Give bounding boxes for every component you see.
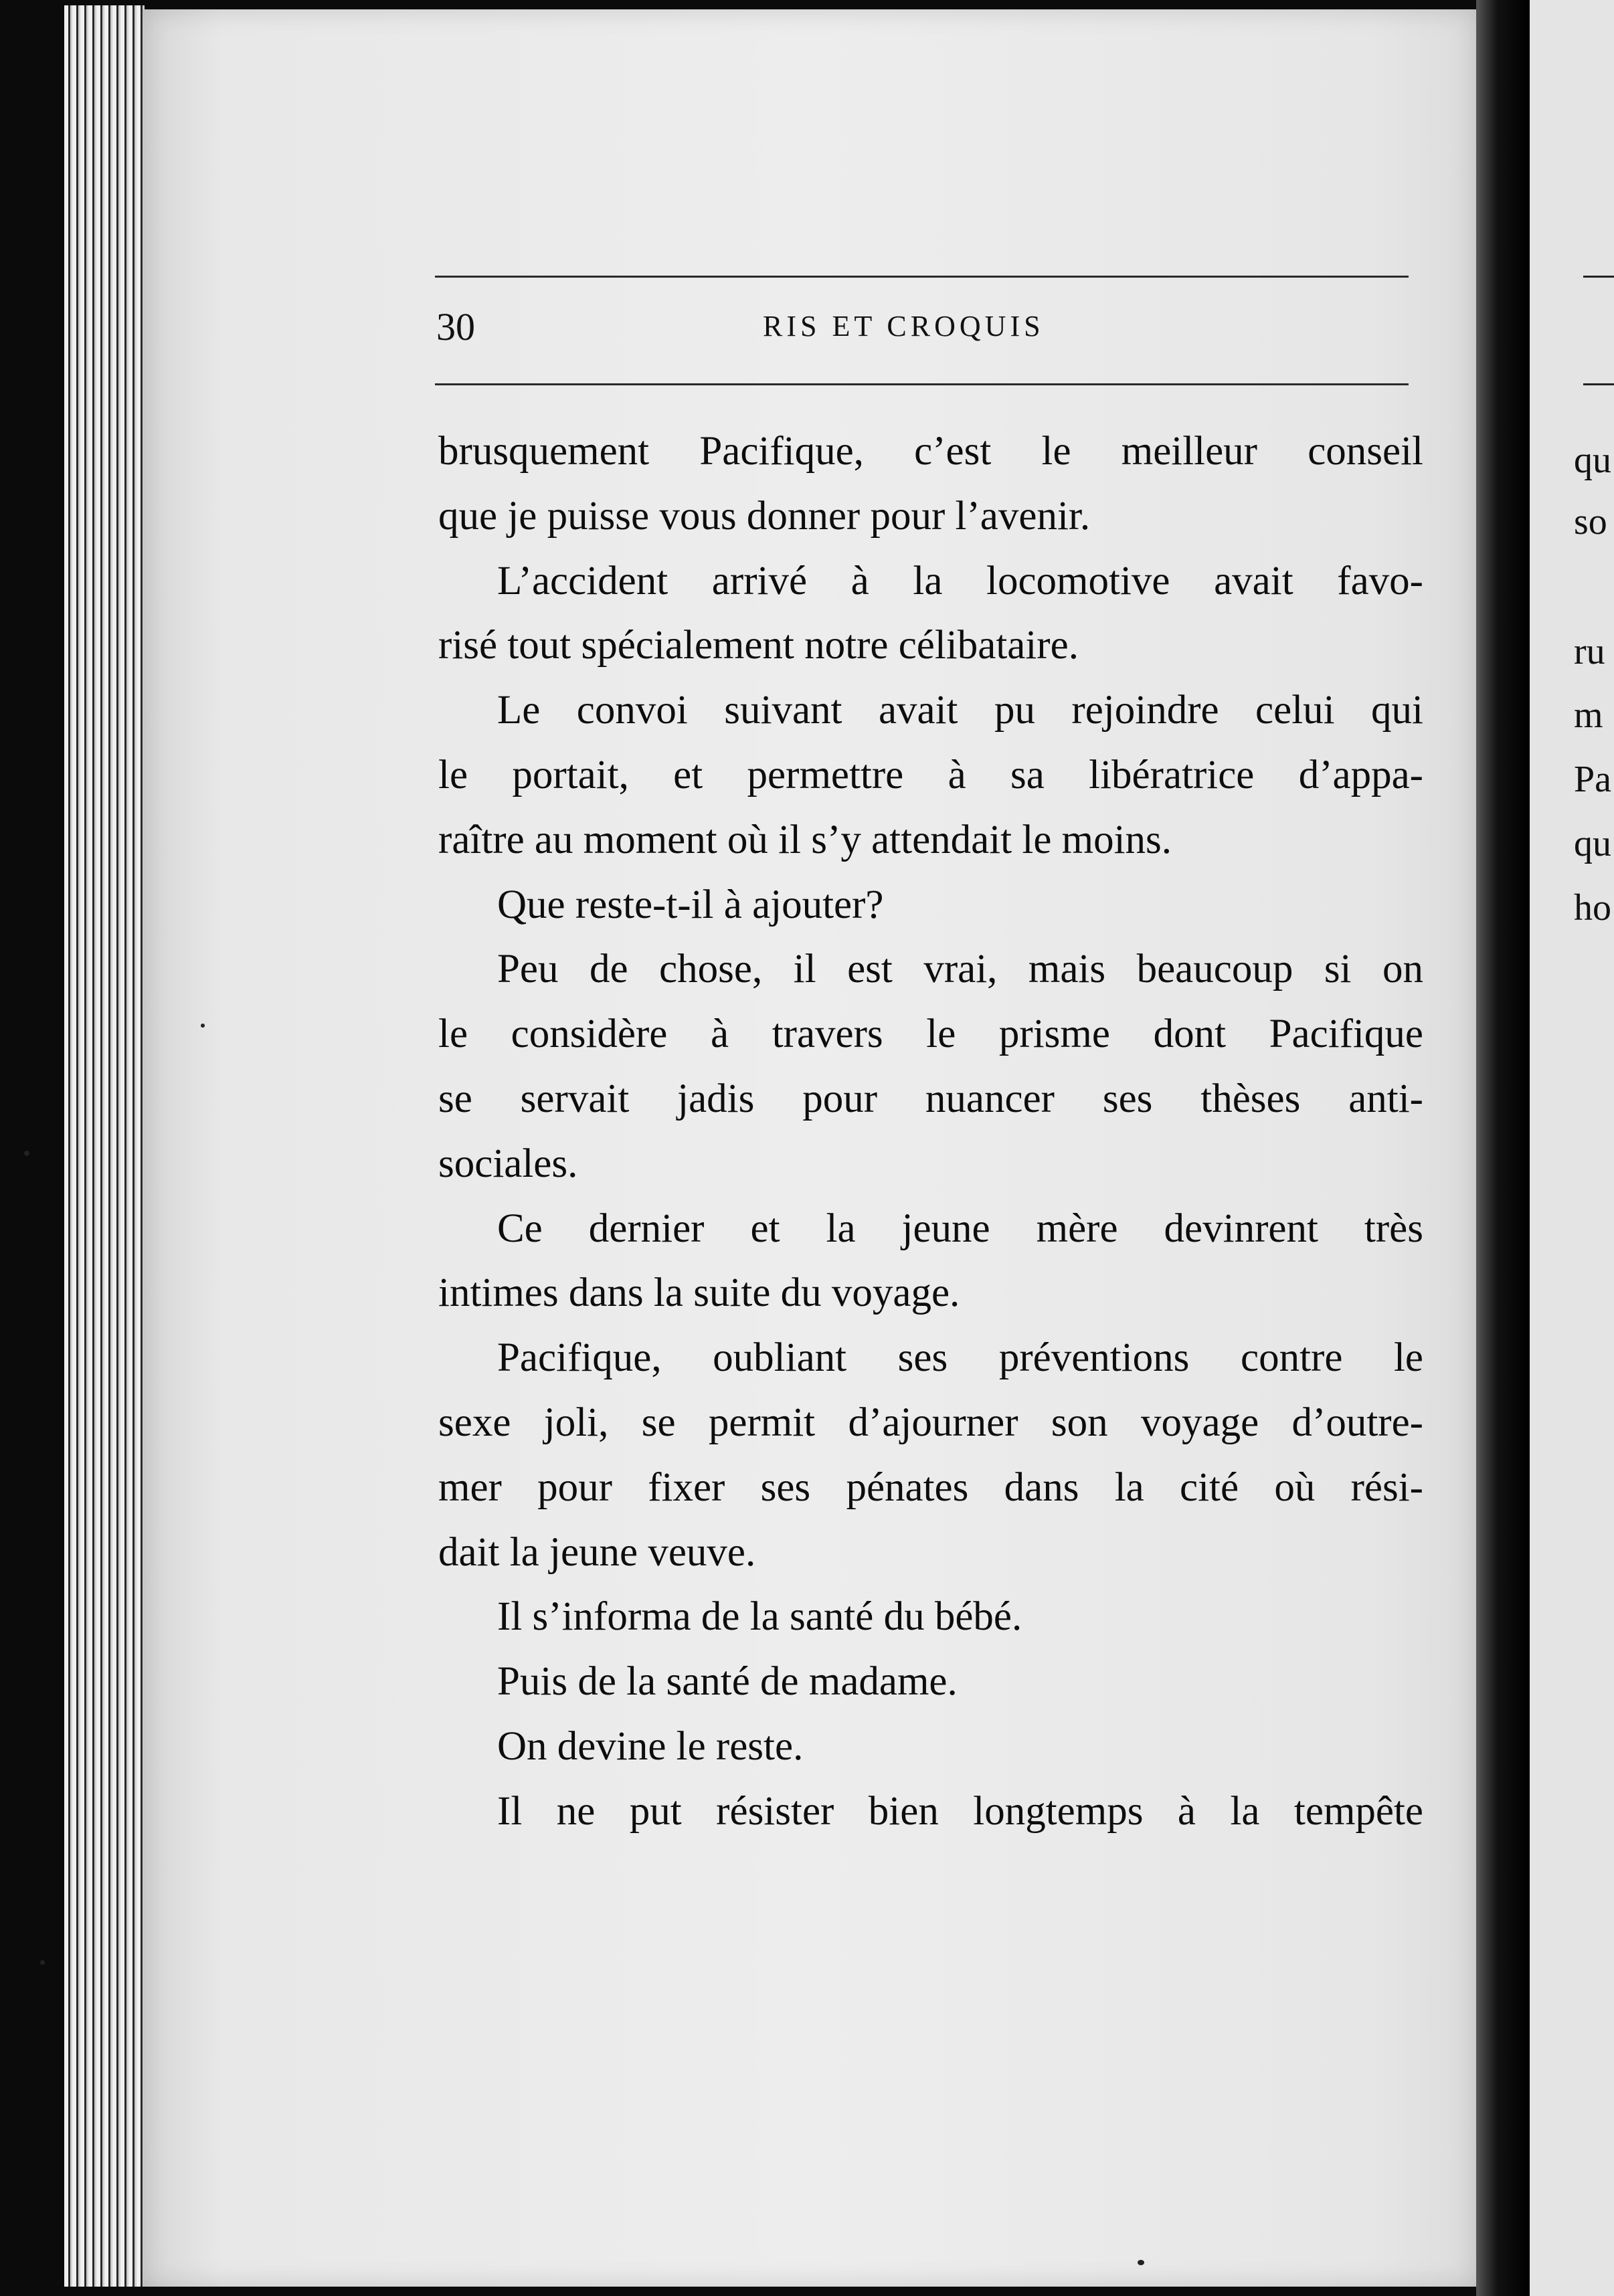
text-line: dait la jeune veuve. — [438, 1529, 756, 1575]
text-line: L’accident arrivé à la locomotive avait favo- — [497, 558, 1423, 603]
text-line: Le convoi suivant avait pu rejoindre celui qui — [497, 688, 1423, 733]
facing-page — [1530, 0, 1614, 2296]
text-line: Peu de chose, il est vrai, mais beaucoup si on — [497, 947, 1423, 992]
text-line: On devine le reste. — [497, 1723, 804, 1769]
facing-text-fragment: qu — [1574, 440, 1611, 481]
text-line: Il s’informa de la santé du bébé. — [497, 1594, 1022, 1640]
text-line: Ce dernier et la jeune mère devinrent très — [497, 1206, 1423, 1251]
facing-text-fragment: ho — [1574, 887, 1611, 929]
text-line: Que reste-t-il à ajouter? — [497, 882, 884, 927]
page-number: 30 — [436, 305, 475, 349]
text-line: le portait, et permettre à sa libératrice d’appa- — [438, 752, 1423, 797]
text-line: sociales. — [438, 1141, 578, 1186]
text-line: que je puisse vous donner pour l’avenir. — [438, 493, 1091, 539]
text-line: brusquement Pacifique, c’est le meilleur conseil — [438, 429, 1423, 474]
body-text — [438, 419, 1423, 1844]
running-title: RIS ET CROQUIS — [763, 310, 1045, 343]
book-gutter — [1476, 0, 1530, 2296]
text-line: le considère à travers le prisme dont Pacifique — [438, 1012, 1423, 1057]
text-line: risé tout spécialement notre célibataire. — [438, 623, 1079, 668]
text-line: Pacifique, oubliant ses préventions contre le — [497, 1335, 1423, 1381]
facing-text-fragment: m — [1574, 694, 1603, 736]
text-line: raître au moment où il s’y attendait le moins. — [438, 817, 1172, 862]
header-rule-top — [435, 276, 1409, 278]
facing-rule-bottom — [1583, 383, 1614, 385]
header-rule-bottom — [435, 383, 1409, 385]
facing-text-fragment: so — [1574, 501, 1607, 543]
text-line: sexe joli, se permit d’ajourner son voyage d’outre- — [438, 1400, 1423, 1445]
facing-rule-top — [1583, 276, 1614, 278]
facing-text-fragment: qu — [1574, 823, 1611, 864]
text-line: mer pour fixer ses pénates dans la cité où rési- — [438, 1464, 1423, 1510]
facing-text-fragment: Pa — [1574, 759, 1611, 800]
page-edges — [64, 5, 145, 2287]
text-line: Puis de la santé de madame. — [497, 1659, 958, 1705]
facing-text-fragment: ru — [1574, 631, 1605, 672]
text-line: intimes dans la suite du voyage. — [438, 1270, 960, 1316]
text-line: se servait jadis pour nuancer ses thèses anti- — [438, 1076, 1423, 1121]
text-line: Il ne put résister bien longtemps à la tempête — [497, 1788, 1423, 1834]
